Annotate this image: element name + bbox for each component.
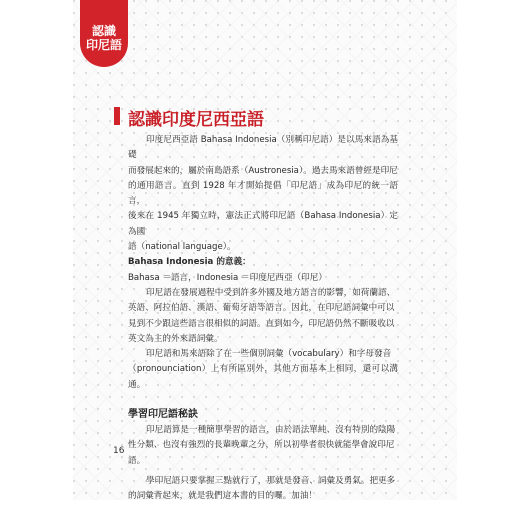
paragraph-line: 後來在 1945 年獨立時，憲法正式將印尼語（Bahasa Indonesia）定為國	[128, 211, 398, 237]
page-title: 認識印度尼西亞語	[128, 110, 264, 130]
paragraph-line: 印尼語在發展過程中受到許多外國及地方語言的影響，如荷蘭語、	[146, 287, 396, 298]
meaning-heading: Bahasa Indonesia 的意義：	[128, 257, 251, 268]
badge-line-1: 認識	[91, 24, 116, 38]
section-heading: 學習印尼語秘訣	[128, 409, 198, 421]
paragraph-line: 見到不少跟這些語言很相似的詞語。直到如今，印尼語仍然不斷吸收以	[128, 318, 395, 329]
paragraph-line: 英文為主的外來語詞彙。	[128, 333, 223, 344]
paragraph-line: 印度尼西亞語 Bahasa Indonesia（別稱印尼語）是以馬來語為基礎	[128, 135, 398, 161]
page-number: 16	[113, 446, 125, 456]
paragraph-line: 學印尼語只要掌握三點就行了，那就是發音、詞彙及勇氣。把更多	[146, 475, 396, 486]
paragraph-line: 性分類、也沒有強烈的長輩晚輩之分，所以初學者很快就能學會說印尼	[128, 440, 395, 451]
paragraph-line: 印尼語算是一種簡單學習的語言，由於語法單純、沒有特別的陰陽	[146, 425, 396, 436]
chapter-badge	[80, 0, 128, 67]
paragraph-line: 的詞彙背起來，就是我們這本書的目的囉。加油！	[128, 491, 318, 502]
paragraph-line: （pronounciation）上有所區別外，其他方面基本上相同，還可以溝通。	[128, 364, 398, 390]
title-accent-bar	[114, 107, 120, 125]
meaning-line: Bahasa ＝語言，Indonesia ＝印度尼西亞（印尼）	[128, 272, 327, 283]
page-content	[128, 105, 398, 505]
badge-line-2: 印尼語	[85, 38, 122, 52]
paragraph-line: 語（national language）。	[128, 242, 236, 253]
paragraph-line: 的通用語言。直到 1928 年才開始提倡「印尼語」成為印尼的統一語言，	[128, 180, 398, 207]
paragraph-line: 語。	[128, 455, 146, 466]
paragraph-line: 印尼語和馬來語除了在一些個別詞彙（vocabulary）和字母發音	[146, 349, 392, 360]
title-row	[114, 105, 398, 130]
paragraph-line: 英語、阿拉伯語、漢語、葡萄牙語等語言。因此，在印尼語詞彙中可以	[128, 303, 395, 314]
paragraph-line: 而發展起來的，屬於南島語系（Austronesia）。過去馬來語曾經是印尼	[128, 165, 398, 176]
